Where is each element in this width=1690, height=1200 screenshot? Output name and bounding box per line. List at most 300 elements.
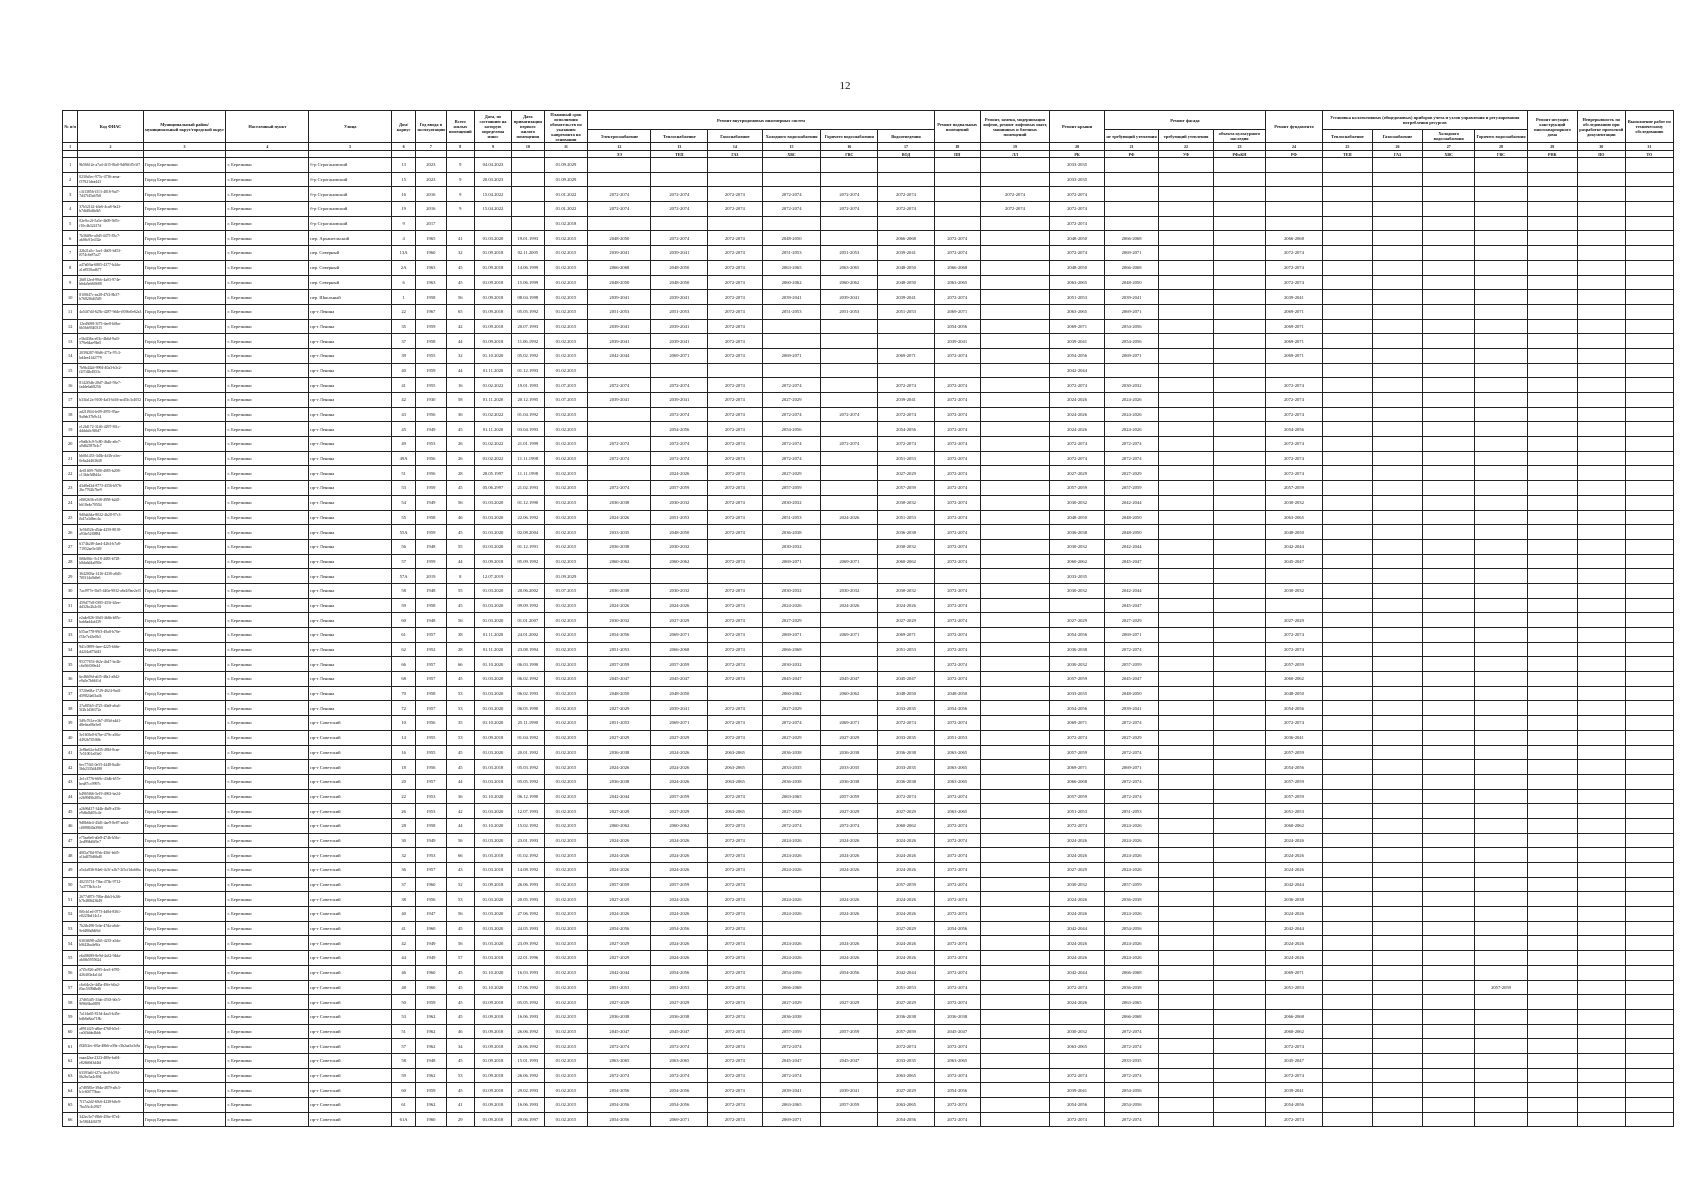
period-facade-insul-cell — [1159, 892, 1213, 907]
period-load-bearing-cell — [1527, 319, 1577, 334]
period-facade-insul-cell — [1159, 818, 1213, 833]
period-basement-cell: 2072-2074 — [934, 495, 980, 510]
period-load-bearing-cell — [1527, 628, 1577, 643]
period-foundation-cell: 2048-2050 — [1266, 525, 1323, 540]
period-basement-cell: 2072-2074 — [934, 598, 980, 613]
period-meter-cold-cell — [1423, 848, 1475, 863]
municipality-cell: Город Березники — [143, 466, 226, 481]
period-load-bearing-cell — [1527, 1053, 1577, 1068]
municipality-cell: Город Березники — [143, 363, 226, 378]
column-number-cell: 5 — [309, 143, 392, 151]
period-roof-cell: 2024-2026 — [1050, 407, 1104, 422]
period-foundation-cell: 2024-2026 — [1266, 907, 1323, 922]
apartments-cell: 53 — [446, 1068, 474, 1083]
municipality-cell: Город Березники — [143, 290, 226, 305]
period-meter-cold-cell — [1423, 422, 1475, 437]
period-electro-cell — [588, 407, 651, 422]
table-row — [63, 172, 1674, 187]
period-meter-heat-cell — [1322, 393, 1372, 408]
table-row — [63, 231, 1674, 246]
period-load-bearing-cell — [1527, 686, 1577, 701]
fias-code-cell: 3e56f52b-d5da-4250-8018-a93fe52f0884 — [78, 525, 143, 540]
period-facade-insul-cell — [1159, 642, 1213, 657]
period-basement-cell: 2072-2074 — [934, 246, 980, 261]
survey-date-cell: 01.11.2020 — [474, 642, 511, 657]
survey-date-cell: 01.10.2020 — [474, 818, 511, 833]
period-facade-insul-cell — [1159, 965, 1213, 980]
period-meter-hot-cell — [1475, 716, 1527, 731]
period-facade-warm-cell: 2030-2032 — [1104, 378, 1158, 393]
year-cell: 1947 — [416, 907, 447, 922]
period-basement-cell: 2072-2074 — [934, 525, 980, 540]
period-electro-cell: 2072-2074 — [588, 187, 651, 202]
house-cell: 57 — [392, 1039, 416, 1054]
street-cell: пр-т Советский — [309, 1024, 392, 1039]
period-tech-cell — [1625, 378, 1673, 393]
period-tech-cell — [1625, 628, 1673, 643]
period-meter-heat-cell — [1322, 642, 1372, 657]
period-heat-cell — [651, 363, 708, 378]
period-meter-gas-cell — [1372, 716, 1422, 731]
period-basement-cell: 2072-2074 — [934, 1039, 980, 1054]
row-number-cell: 58 — [63, 995, 78, 1010]
fias-code-cell: e6a58689-8e9d-4a32-94da-ab0fb5955624 — [78, 951, 143, 966]
period-sewerage-cell — [878, 569, 935, 584]
year-cell: 1960 — [416, 965, 447, 980]
period-elevator-cell — [980, 1098, 1050, 1113]
period-facade-cultural-cell — [1213, 1112, 1265, 1127]
period-load-bearing-cell — [1527, 818, 1577, 833]
period-hot-water-cell — [821, 231, 878, 246]
period-hot-water-cell: 2072-2074 — [821, 437, 878, 452]
settlement-cell: г. Березники — [226, 613, 309, 628]
period-electro-cell: 2024-2026 — [588, 598, 651, 613]
table-row — [63, 672, 1674, 687]
apartments-cell: 36 — [446, 407, 474, 422]
col-header-foundation: Ремонт фундамента — [1266, 111, 1323, 143]
period-hot-water-cell: 2027-2029 — [821, 730, 878, 745]
period-design-cell — [1577, 686, 1625, 701]
period-meter-heat-cell — [1322, 1098, 1372, 1113]
survey-date-cell: 01.03.2020 — [474, 539, 511, 554]
period-cold-water-cell: 2024-2026 — [762, 848, 821, 863]
year-cell: 1949 — [416, 833, 447, 848]
street-cell: пр-т Ленина — [309, 393, 392, 408]
period-tech-cell — [1625, 481, 1673, 496]
period-facade-warm-cell: 2048-2050 — [1104, 686, 1158, 701]
fias-code-cell: 6174b2f8-4ae4-4264-b7a8-71952ae5e349 — [78, 539, 143, 554]
row-number-cell: 20 — [63, 437, 78, 452]
period-meter-heat-cell — [1322, 363, 1372, 378]
row-number-cell: 35 — [63, 657, 78, 672]
period-electro-cell: 2054-2056 — [588, 1098, 651, 1113]
table-row — [63, 716, 1674, 731]
period-electro-cell: 2024-2026 — [588, 833, 651, 848]
year-cell: 1959 — [416, 319, 447, 334]
apartments-cell — [446, 216, 474, 231]
period-hot-water-cell: 2039-2041 — [821, 290, 878, 305]
apartments-cell: 45 — [446, 921, 474, 936]
period-design-cell — [1577, 158, 1625, 173]
period-foundation-cell: 2057-2059 — [1266, 745, 1323, 760]
period-foundation-cell: 2072-2074 — [1266, 1039, 1323, 1054]
period-hot-water-cell: 2024-2026 — [821, 936, 878, 951]
period-cold-water-cell: 2072-2074 — [762, 187, 821, 202]
street-cell: пр-т Советский — [309, 892, 392, 907]
period-elevator-cell — [980, 848, 1050, 863]
row-number-cell: 10 — [63, 290, 78, 305]
period-facade-cultural-cell — [1213, 569, 1265, 584]
street-cell: пр-т Ленина — [309, 613, 392, 628]
street-cell: пр-т Советский — [309, 951, 392, 966]
period-foundation-cell — [1266, 158, 1323, 173]
period-elevator-cell — [980, 348, 1050, 363]
row-number-cell: 52 — [63, 907, 78, 922]
privatization-date-cell: 29.02.1993 — [511, 1083, 544, 1098]
survey-date-cell: 01.09.2018 — [474, 246, 511, 261]
period-basement-cell: 2063-2065 — [934, 275, 980, 290]
privatization-date-cell: 19.01.1993 — [511, 231, 544, 246]
house-cell: 55А — [392, 525, 416, 540]
period-basement-cell: 2072-2074 — [934, 1068, 980, 1083]
period-load-bearing-cell — [1527, 598, 1577, 613]
period-elevator-cell — [980, 863, 1050, 878]
year-cell: 1949 — [416, 495, 447, 510]
period-facade-warm-cell: 2054-2056 — [1104, 921, 1158, 936]
settlement-cell: г. Березники — [226, 642, 309, 657]
period-load-bearing-cell — [1527, 613, 1577, 628]
fias-code-cell: 12ed3698-3f75-4ee8-b0ba-6b5bb9340315 — [78, 319, 143, 334]
period-gas-cell — [708, 539, 762, 554]
municipality-cell: Город Березники — [143, 407, 226, 422]
period-foundation-cell: 2057-2059 — [1266, 657, 1323, 672]
period-heat-cell: 2024-2026 — [651, 848, 708, 863]
table-row — [63, 451, 1674, 466]
period-gas-cell: 2072-2074 — [708, 1039, 762, 1054]
apartments-cell: 46 — [446, 510, 474, 525]
municipality-cell: Город Березники — [143, 613, 226, 628]
period-facade-cultural-cell — [1213, 892, 1265, 907]
street-cell: пр-т Советский — [309, 833, 392, 848]
period-design-cell — [1577, 1039, 1625, 1054]
settlement-cell: г. Березники — [226, 657, 309, 672]
period-meter-gas-cell — [1372, 965, 1422, 980]
period-elevator-cell — [980, 481, 1050, 496]
period-gas-cell: 2072-2074 — [708, 466, 762, 481]
row-number-cell: 12 — [63, 319, 78, 334]
fias-code-cell: 02e9cc2f-5a5e-4b09-9d7e-f10c4b32417d — [78, 216, 143, 231]
settlement-cell: г. Березники — [226, 363, 309, 378]
deadline-cell: 01.02.2015 — [544, 877, 588, 892]
table-row — [63, 510, 1674, 525]
period-design-cell — [1577, 216, 1625, 231]
period-meter-hot-cell — [1475, 907, 1527, 922]
period-tech-cell — [1625, 598, 1673, 613]
house-cell: 72 — [392, 701, 416, 716]
col-header-cold-water: Холодного водоснабжения — [762, 130, 821, 143]
period-load-bearing-cell — [1527, 657, 1577, 672]
period-roof-cell: 2027-2029 — [1050, 466, 1104, 481]
period-meter-heat-cell — [1322, 686, 1372, 701]
municipality-cell: Город Березники — [143, 275, 226, 290]
period-meter-hot-cell — [1475, 936, 1527, 951]
period-meter-hot-cell — [1475, 657, 1527, 672]
period-basement-cell: 2036-2038 — [934, 1009, 980, 1024]
period-heat-cell: 2069-2071 — [651, 1112, 708, 1127]
deadline-cell: 01.02.2015 — [544, 789, 588, 804]
period-meter-gas-cell — [1372, 642, 1422, 657]
period-heat-cell: 2036-2038 — [651, 1009, 708, 1024]
survey-date-cell: 01.02.2022 — [474, 451, 511, 466]
column-number-cell: 1 — [63, 143, 78, 151]
period-hot-water-cell: 2069-2071 — [821, 554, 878, 569]
period-elevator-cell — [980, 304, 1050, 319]
period-roof-cell: 2054-2056 — [1050, 1098, 1104, 1113]
apartments-cell: 66 — [446, 848, 474, 863]
period-hot-water-cell — [821, 525, 878, 540]
column-number-cell: 31 — [1625, 143, 1673, 151]
period-elevator-cell — [980, 701, 1050, 716]
street-cell: пр-т Советский — [309, 730, 392, 745]
period-meter-gas-cell — [1372, 598, 1422, 613]
period-sewerage-cell: 2072-2074 — [878, 789, 935, 804]
column-code-cell — [474, 151, 511, 158]
period-sewerage-cell: 2027-2029 — [878, 921, 935, 936]
survey-date-cell: 01.11.2020 — [474, 628, 511, 643]
period-meter-heat-cell — [1322, 407, 1372, 422]
settlement-cell: г. Березники — [226, 1083, 309, 1098]
table-row — [63, 774, 1674, 789]
period-meter-hot-cell — [1475, 378, 1527, 393]
period-facade-insul-cell — [1159, 187, 1213, 202]
apartments-cell: 53 — [446, 686, 474, 701]
period-load-bearing-cell — [1527, 158, 1577, 173]
row-number-cell: 54 — [63, 936, 78, 951]
period-electro-cell: 2072-2074 — [588, 1039, 651, 1054]
period-meter-gas-cell — [1372, 818, 1422, 833]
period-design-cell — [1577, 598, 1625, 613]
period-electro-cell — [588, 466, 651, 481]
column-code-cell: ГАЗ — [1372, 151, 1422, 158]
period-design-cell — [1577, 334, 1625, 349]
period-electro-cell: 2036-2038 — [588, 1009, 651, 1024]
period-meter-cold-cell — [1423, 672, 1475, 687]
column-code-cell: ПП — [934, 151, 980, 158]
column-code-cell — [416, 151, 447, 158]
period-heat-cell: 2024-2026 — [651, 774, 708, 789]
table-row — [63, 363, 1674, 378]
privatization-date-cell: 22.01.1996 — [511, 951, 544, 966]
period-meter-hot-cell — [1475, 172, 1527, 187]
period-sewerage-cell: 2024-2026 — [878, 863, 935, 878]
period-foundation-cell: 2066-2068 — [1266, 1009, 1323, 1024]
fias-code-cell: a8914f25-a8be-4768-b5e1-ca0f3dde4bbb — [78, 1024, 143, 1039]
period-meter-cold-cell — [1423, 495, 1475, 510]
row-number-cell: 1 — [63, 158, 78, 173]
period-gas-cell: 2072-2074 — [708, 260, 762, 275]
period-facade-cultural-cell — [1213, 760, 1265, 775]
period-facade-insul-cell — [1159, 407, 1213, 422]
period-facade-insul-cell — [1159, 393, 1213, 408]
apartments-cell: 44 — [446, 363, 474, 378]
apartments-cell: 45 — [446, 1009, 474, 1024]
municipality-cell: Город Березники — [143, 628, 226, 643]
period-electro-cell: 2063-2065 — [588, 1053, 651, 1068]
privatization-date-cell: 05.05.1992 — [511, 995, 544, 1010]
period-basement-cell: 2072-2074 — [934, 716, 980, 731]
period-foundation-cell: 2060-2062 — [1266, 1024, 1323, 1039]
period-facade-cultural-cell — [1213, 481, 1265, 496]
apartments-cell: 45 — [446, 745, 474, 760]
column-number-cell: 22 — [1159, 143, 1213, 151]
period-tech-cell — [1625, 892, 1673, 907]
period-meter-gas-cell — [1372, 907, 1422, 922]
survey-date-cell: 01.02.2022 — [474, 378, 511, 393]
period-basement-cell: 2063-2065 — [934, 745, 980, 760]
period-heat-cell: 2039-2041 — [651, 701, 708, 716]
period-load-bearing-cell — [1527, 980, 1577, 995]
period-facade-warm-cell: 2066-2068 — [1104, 1009, 1158, 1024]
period-hot-water-cell: 2024-2026 — [821, 598, 878, 613]
row-number-cell: 59 — [63, 1009, 78, 1024]
period-meter-gas-cell — [1372, 1053, 1422, 1068]
period-meter-hot-cell — [1475, 818, 1527, 833]
period-hot-water-cell — [821, 1039, 878, 1054]
period-facade-cultural-cell — [1213, 304, 1265, 319]
period-roof-cell: 2024-2026 — [1050, 892, 1104, 907]
period-gas-cell: 2072-2074 — [708, 334, 762, 349]
row-number-cell: 21 — [63, 451, 78, 466]
period-facade-insul-cell — [1159, 231, 1213, 246]
col-header-municipality: Муниципальный район/муниципальный округ/городской округ — [143, 111, 226, 143]
period-sewerage-cell: 2036-2038 — [878, 1009, 935, 1024]
col-header-elevator: Ремонт, замена, модернизация лифтов, ремонт лифтовых шахт, машинных и блочных помещений — [980, 111, 1050, 143]
period-heat-cell: 2027-2029 — [651, 804, 708, 819]
period-meter-gas-cell — [1372, 422, 1422, 437]
col-header-fias: Код ФИАС — [78, 111, 143, 143]
period-design-cell — [1577, 1009, 1625, 1024]
street-cell: пер. Архангельский — [309, 231, 392, 246]
table-row — [63, 657, 1674, 672]
period-meter-cold-cell — [1423, 863, 1475, 878]
year-cell: 1956 — [416, 407, 447, 422]
deadline-cell: 01.02.2015 — [544, 495, 588, 510]
period-meter-heat-cell — [1322, 569, 1372, 584]
survey-date-cell: 01.03.2020 — [474, 525, 511, 540]
municipality-cell: Город Березники — [143, 422, 226, 437]
period-meter-cold-cell — [1423, 892, 1475, 907]
period-heat-cell: 2051-2053 — [651, 304, 708, 319]
period-foundation-cell: 2072-2074 — [1266, 1112, 1323, 1127]
period-foundation-cell: 2063-2065 — [1266, 510, 1323, 525]
survey-date-cell: 04.04.2023 — [474, 158, 511, 173]
settlement-cell: г. Березники — [226, 539, 309, 554]
period-electro-cell: 2072-2074 — [588, 481, 651, 496]
municipality-cell: Город Березники — [143, 510, 226, 525]
period-meter-cold-cell — [1423, 995, 1475, 1010]
period-cold-water-cell — [762, 216, 821, 231]
period-cold-water-cell: 2027-2029 — [762, 701, 821, 716]
period-design-cell — [1577, 569, 1625, 584]
period-elevator-cell — [980, 216, 1050, 231]
period-meter-cold-cell — [1423, 187, 1475, 202]
period-facade-insul-cell — [1159, 730, 1213, 745]
period-load-bearing-cell — [1527, 378, 1577, 393]
period-facade-cultural-cell — [1213, 863, 1265, 878]
column-number-cell: 8 — [446, 143, 474, 151]
period-sewerage-cell — [878, 657, 935, 672]
street-cell: пер. Северный — [309, 275, 392, 290]
survey-date-cell: 01.09.2018 — [474, 290, 511, 305]
year-cell: 1957 — [416, 863, 447, 878]
settlement-cell: г. Березники — [226, 745, 309, 760]
period-foundation-cell: 2060-2062 — [1266, 672, 1323, 687]
period-electro-cell — [588, 158, 651, 173]
period-electro-cell: 2039-2041 — [588, 393, 651, 408]
period-tech-cell — [1625, 642, 1673, 657]
fias-code-cell: 4a54f7d4-625b-4287-9d4e-ff0f6c0e62a3 — [78, 304, 143, 319]
period-cold-water-cell: 2027-2029 — [762, 613, 821, 628]
period-heat-cell: 2072-2074 — [651, 187, 708, 202]
settlement-cell: г. Березники — [226, 892, 309, 907]
fias-code-cell: e75ea6e6-a0e8-474b-b5bc-2ed994d6f9e7 — [78, 833, 143, 848]
apartments-cell: 45 — [446, 422, 474, 437]
period-cold-water-cell: 2072-2074 — [762, 1039, 821, 1054]
period-basement-cell: 2072-2074 — [934, 848, 980, 863]
period-meter-heat-cell — [1322, 539, 1372, 554]
apartments-cell: 44 — [446, 774, 474, 789]
street-cell: пр-т Советский — [309, 1009, 392, 1024]
deadline-cell: 01.02.2015 — [544, 539, 588, 554]
col-header-no: № п/п — [63, 111, 78, 143]
column-code-cell: ХВС — [762, 151, 821, 158]
period-cold-water-cell: 2045-2047 — [762, 1053, 821, 1068]
period-elevator-cell — [980, 246, 1050, 261]
period-roof-cell: 2069-2071 — [1050, 716, 1104, 731]
period-meter-cold-cell — [1423, 275, 1475, 290]
survey-date-cell: 01.10.2020 — [474, 789, 511, 804]
row-number-cell: 41 — [63, 745, 78, 760]
period-basement-cell: 2072-2074 — [934, 642, 980, 657]
deadline-cell: 01.02.2018 — [544, 216, 588, 231]
period-meter-heat-cell — [1322, 187, 1372, 202]
apartments-cell: 32 — [446, 348, 474, 363]
period-sewerage-cell — [878, 319, 935, 334]
survey-date-cell: 01.09.2018 — [474, 1009, 511, 1024]
house-cell: 37 — [392, 334, 416, 349]
period-roof-cell: 2057-2059 — [1050, 481, 1104, 496]
period-basement-cell: 2072-2074 — [934, 437, 980, 452]
table-row — [63, 877, 1674, 892]
apartments-cell: 45 — [446, 672, 474, 687]
period-sewerage-cell — [878, 158, 935, 173]
column-number-cell: 21 — [1104, 143, 1158, 151]
period-foundation-cell: 2054-2056 — [1266, 701, 1323, 716]
deadline-cell: 01.02.2015 — [544, 246, 588, 261]
fias-code-cell: 26f012ed-99cb-4a03-974e-b6da5e660688 — [78, 275, 143, 290]
survey-date-cell: 01.02.2022 — [474, 437, 511, 452]
period-elevator-cell — [980, 290, 1050, 305]
survey-date-cell: 01.03.2020 — [474, 936, 511, 951]
settlement-cell: г. Березники — [226, 863, 309, 878]
period-meter-cold-cell — [1423, 1024, 1475, 1039]
street-cell: пр-т Ленина — [309, 583, 392, 598]
period-elevator-cell — [980, 1112, 1050, 1127]
house-cell: 58 — [392, 583, 416, 598]
period-foundation-cell: 2042-2044 — [1266, 921, 1323, 936]
period-facade-insul-cell — [1159, 598, 1213, 613]
row-number-cell: 39 — [63, 716, 78, 731]
